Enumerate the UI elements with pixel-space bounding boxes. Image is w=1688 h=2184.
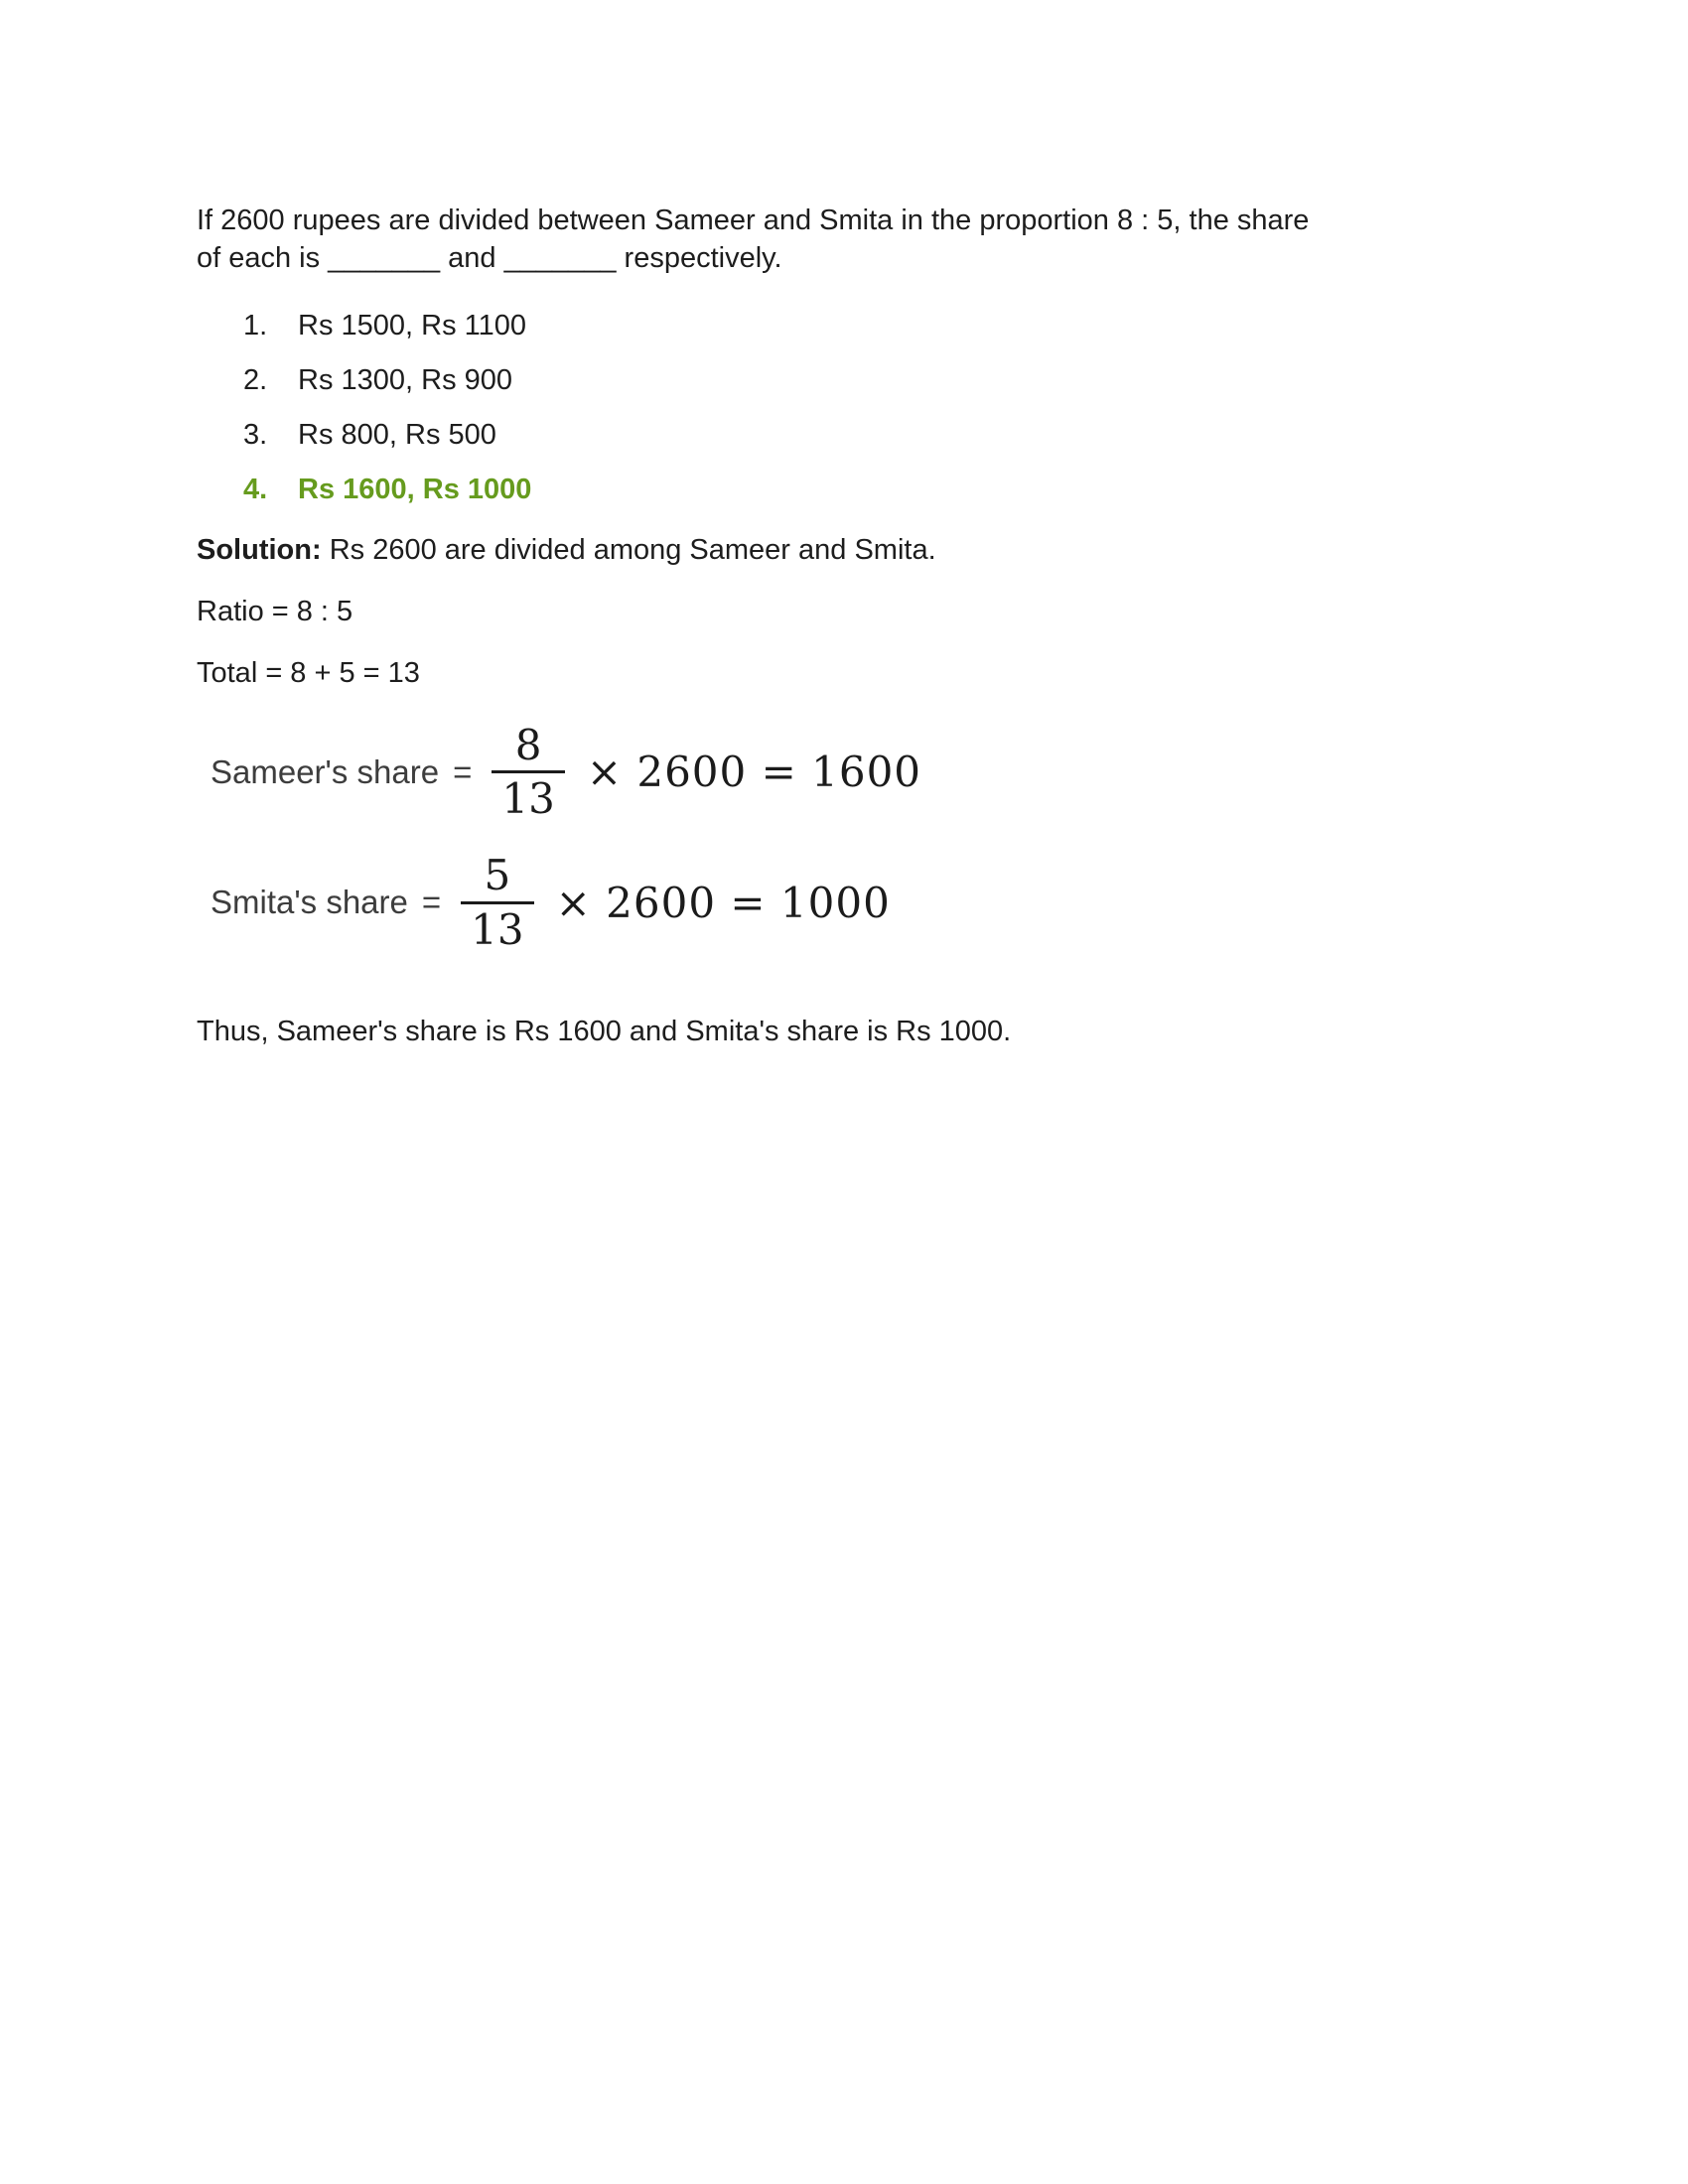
solution-paragraph: [197, 535, 1609, 565]
option-item-2: [243, 365, 1609, 396]
fraction-denominator: 13: [492, 770, 564, 824]
option-number: 4.: [243, 474, 268, 505]
conclusion-text: Thus, Sameer's share is Rs 1600 and Smita's share is Rs 1000.: [197, 1015, 1012, 1047]
option-item-4-correct-answer: [243, 475, 1609, 505]
formula-expression: × 2600 = 1000: [555, 878, 891, 927]
equals-sign: =: [421, 884, 442, 921]
formula-label: Sameer's share: [211, 752, 440, 790]
option-label: Rs 1600, Rs 1000: [298, 474, 532, 505]
options-list: [243, 311, 1609, 505]
fraction-numerator: 5: [484, 851, 511, 900]
option-number: 3.: [243, 419, 268, 451]
equals-sign: =: [453, 752, 473, 790]
option-label: Rs 800, Rs 500: [298, 419, 496, 451]
solution-intro: Rs 2600 are divided among Sameer and Smita.: [321, 534, 936, 566]
option-label: Rs 1500, Rs 1100: [298, 310, 526, 341]
option-number: 2.: [243, 364, 268, 396]
option-label: Rs 1300, Rs 900: [298, 364, 513, 396]
fraction-denominator: 13: [461, 901, 533, 955]
formula-label: Smita's share: [211, 884, 408, 921]
option-number: 1.: [243, 310, 268, 341]
fraction: [492, 720, 564, 824]
question-text: [197, 202, 1609, 277]
fraction: [461, 850, 533, 954]
question-line-2: of each is _______ and _______ respectively.: [197, 242, 782, 274]
formula-expression: × 2600 = 1600: [586, 748, 922, 797]
option-item-3: [243, 420, 1609, 451]
fraction-numerator: 8: [514, 721, 542, 769]
option-item-1: [243, 311, 1609, 341]
formula-sameer-share: [211, 720, 1609, 824]
ratio-line: Ratio = 8 : 5: [197, 596, 353, 627]
total-line: Total = 8 + 5 = 13: [197, 657, 420, 689]
solution-label: Solution:: [197, 534, 322, 566]
question-line-1: If 2600 rupees are divided between Sameer and Smita in the proportion 8 : 5, the share: [197, 205, 1310, 236]
formula-smita-share: [211, 850, 1609, 954]
